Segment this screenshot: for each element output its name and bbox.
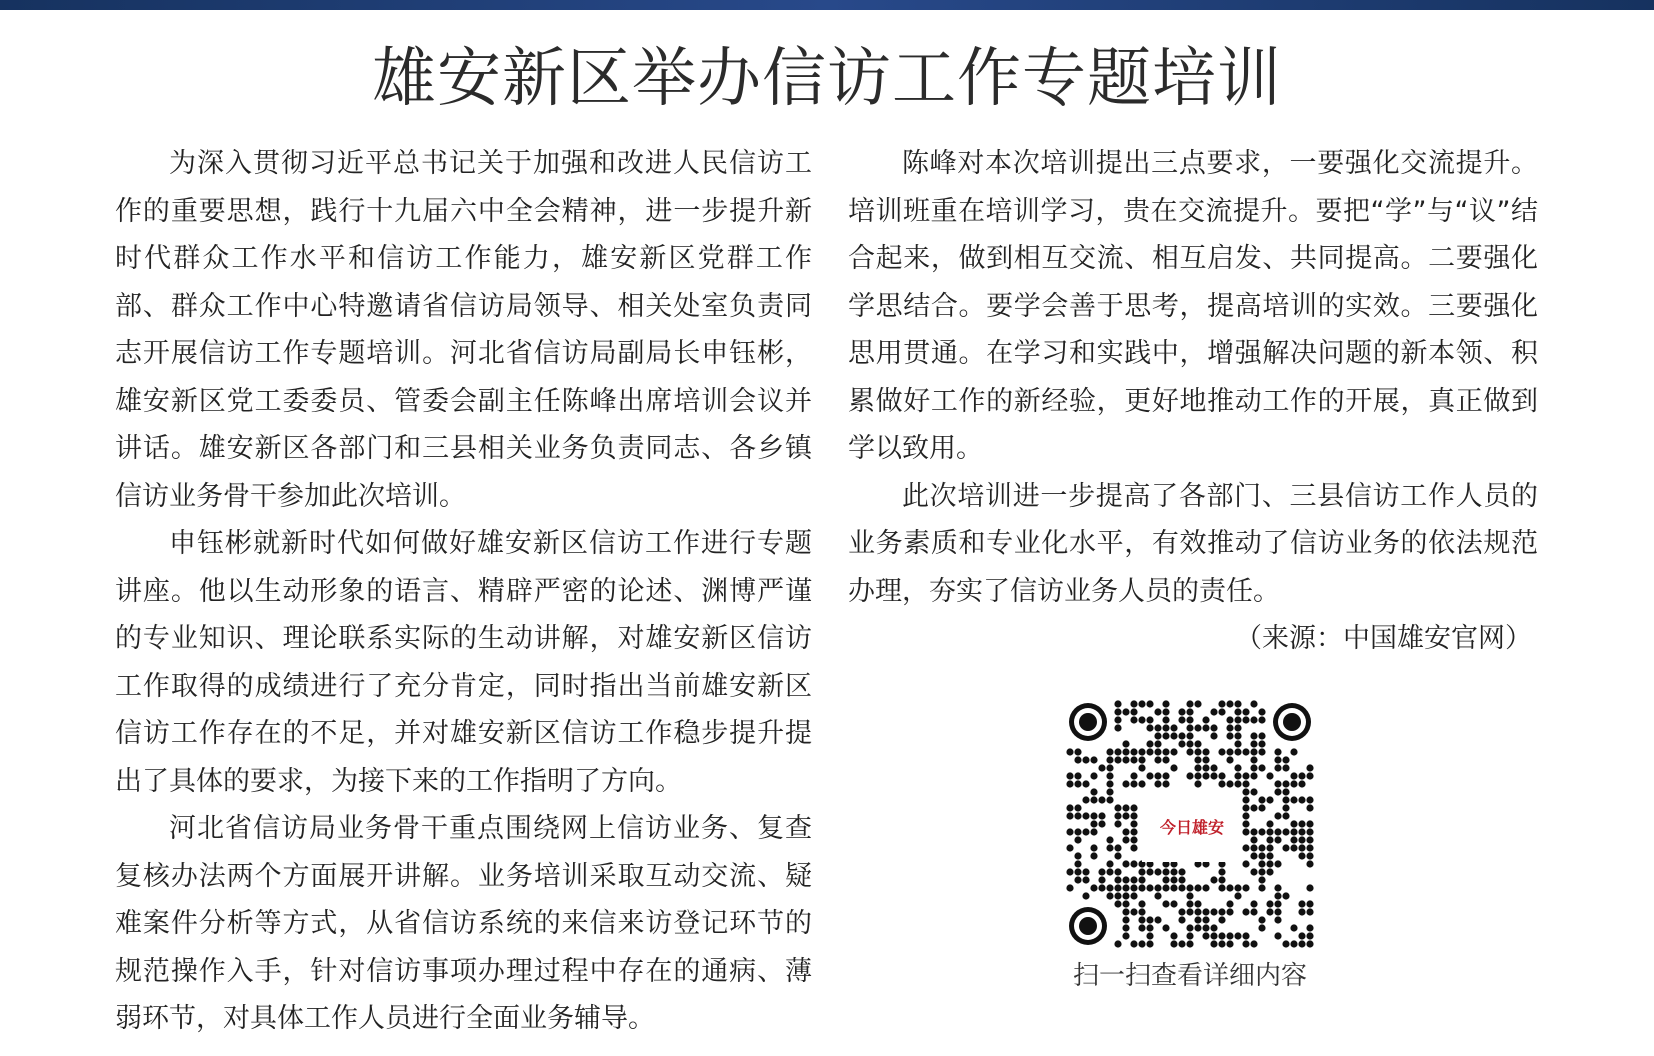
- paragraph-3: 河北省信访局业务骨干重点围绕网上信访业务、复查复核办法两个方面展开讲解。业务培训采取互动交流、疑难案件分析等方式，从省信访系统的来信来访登记环节的规范操作入手，针对信访事项办理过程中存在的通病、薄弱环节，对具体工作人员进行全面业务辅导。: [115, 813, 812, 1034]
- top-decorative-bar: [0, 0, 1654, 10]
- qr-logo-text: 今日雄安: [1159, 817, 1224, 837]
- paragraph-4: 陈峰对本次培训提出三点要求，一要强化交流提升。培训班重在培训学习，贵在交流提升。要把“学”与“议”结合起来，做到相互交流、相互启发、共同提高。二要强化学思结合。要学会善于思考，提高培训的实效。三要强化思用贯通。在学习和实践中，增强解决问题的新本领、积累做好工作的新经验，更好地推动工作的开展，真正做到学以致用。: [848, 148, 1538, 464]
- qr-center-logo: [1142, 790, 1242, 862]
- qr-caption: 扫一扫查看详细内容: [1072, 961, 1307, 991]
- paragraph-5: 此次培训进一步提高了各部门、三县信访工作人员的业务素质和专业化水平，有效推动了信访业务的依法规范办理，夯实了信访业务人员的责任。: [848, 480, 1538, 607]
- qr-code-block: [1040, 700, 1340, 994]
- article-column-left: [115, 140, 812, 1043]
- qr-finder-top-right: [1273, 703, 1311, 741]
- qr-code[interactable]: [1066, 700, 1314, 948]
- paragraph-1: 为深入贯彻习近平总书记关于加强和改进人民信访工作的重要思想，践行十九届六中全会精神，进一步提升新时代群众工作水平和信访工作能力，雄安新区党群工作部、群众工作中心特邀请省信访局领导、相关处室负责同志开展信访工作专题培训。河北省信访局副局长申钰彬，雄安新区党工委委员、管委会副主任陈峰出席培训会议并讲话。雄安新区各部门和三县相关业务负责同志、各乡镇信访业务骨干参加此次培训。: [115, 148, 812, 512]
- qr-finder-top-left: [1069, 703, 1107, 741]
- qr-finder-bottom-left: [1069, 907, 1107, 945]
- article-source: （来源：中国雄安官网）: [1235, 623, 1532, 654]
- paragraph-2: 申钰彬就新时代如何做好雄安新区信访工作进行专题讲座。他以生动形象的语言、精辟严密的论述、渊博严谨的专业知识、理论联系实际的生动讲解，对雄安新区信访工作取得的成绩进行了充分肯定，同时指出当前雄安新区信访工作存在的不足，并对雄安新区信访工作稳步提升提出了具体的要求，为接下来的工作指明了方向。: [115, 528, 812, 797]
- article-title: 雄安新区举办信访工作专题培训: [372, 42, 1282, 116]
- article-column-right: [848, 140, 1538, 663]
